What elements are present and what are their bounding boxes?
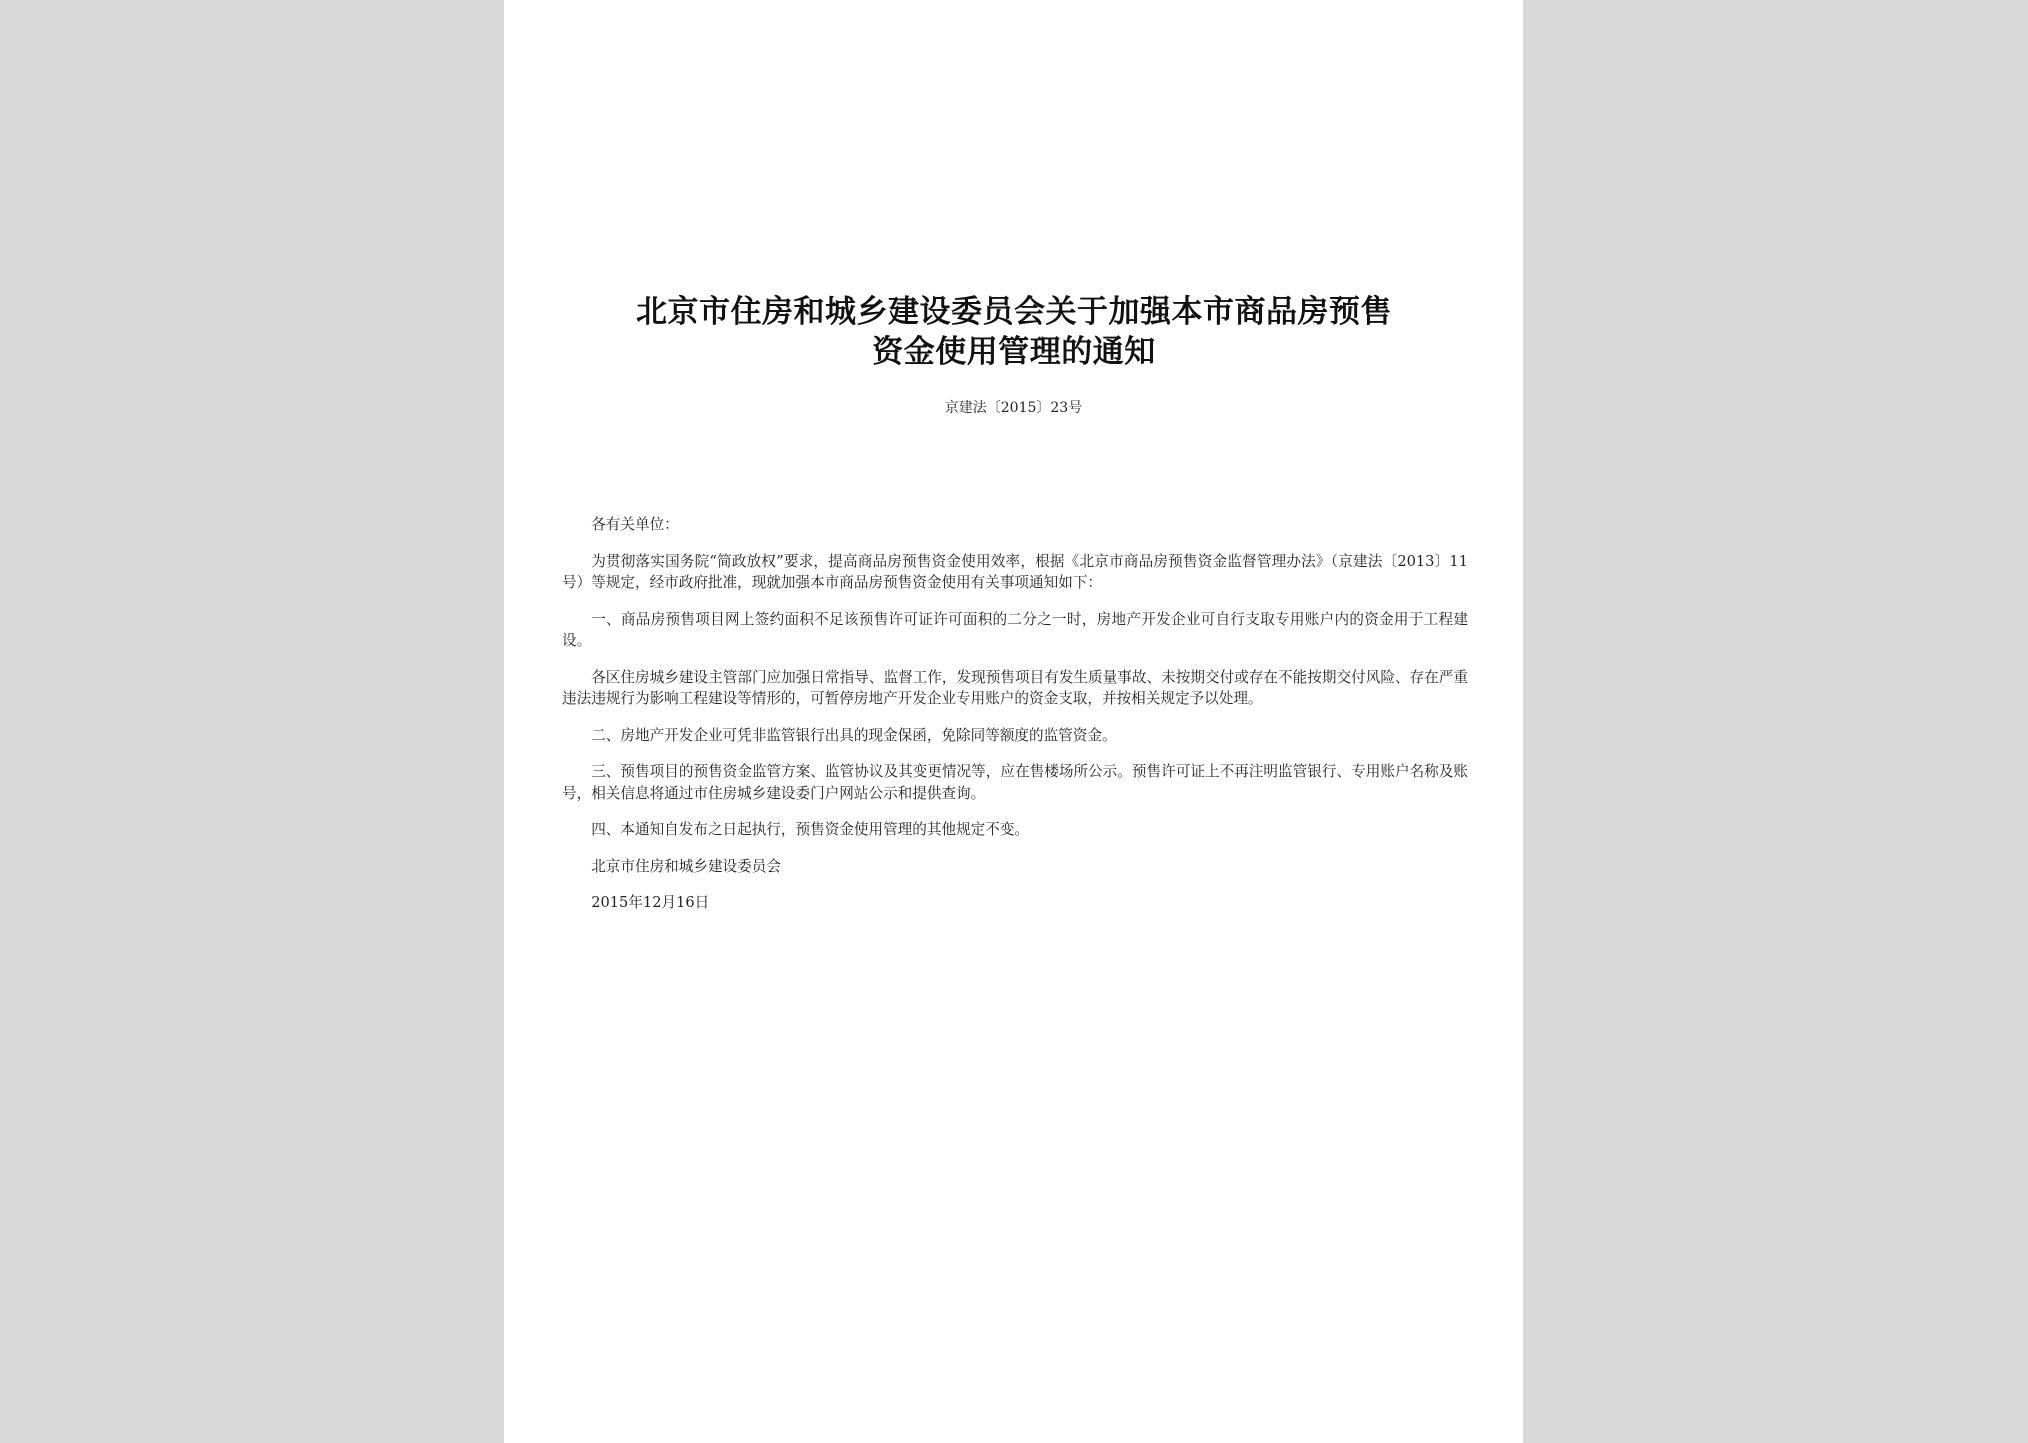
title-line-1: 北京市住房和城乡建设委员会关于加强本市商品房预售: [636, 294, 1392, 330]
document-number: 京建法〔2015〕23号: [944, 400, 1083, 416]
paragraph-item-1: 一、商品房预售项目网上签约面积不足该预售许可证许可面积的二分之一时，房地产开发企业可自行支取专用账户内的资金用于工程建设。: [562, 610, 1468, 649]
salutation: 各有关单位：: [591, 516, 679, 533]
document-body: [562, 514, 1468, 914]
paragraph-item-2: 二、房地产开发企业可凭非监管银行出具的现金保函，免除同等额度的监管资金。: [591, 726, 1117, 744]
document-page: [504, 0, 1523, 1443]
paragraph-item-3: 三、预售项目的预售资金监管方案、监管协议及其变更情况等，应在售楼场所公示。预售许可证上不再注明监管银行、专用账户名称及账号，相关信息将通过市住房城乡建设委门户网站公示和提供查询。: [562, 763, 1468, 802]
paragraph-item-4: 四、本通知自发布之日起执行，预售资金使用管理的其他规定不变。: [591, 821, 1030, 838]
issue-date: 2015年12月16日: [591, 894, 710, 911]
paragraph-item-1-supervision: 各区住房城乡建设主管部门应加强日常指导、监督工作，发现预售项目有发生质量事故、未按期交付或存在不能按期交付风险、存在严重违法违规行为影响工程建设等情形的，可暂停房地产开发企业专用账户的资金支取，并按相关规定予以处理。: [562, 668, 1468, 707]
paragraph-intro: 为贯彻落实国务院“简政放权”要求，提高商品房预售资金使用效率，根据《北京市商品房预售资金监督管理办法》（京建法〔2013〕11号）等规定，经市政府批准，现就加强本市商品房预售资金使用有关事项通知如下：: [562, 552, 1468, 591]
title-line-2: 资金使用管理的通知: [872, 334, 1156, 370]
document-title: [564, 292, 1464, 372]
issuer-signature: 北京市住房和城乡建设委员会: [591, 857, 781, 875]
